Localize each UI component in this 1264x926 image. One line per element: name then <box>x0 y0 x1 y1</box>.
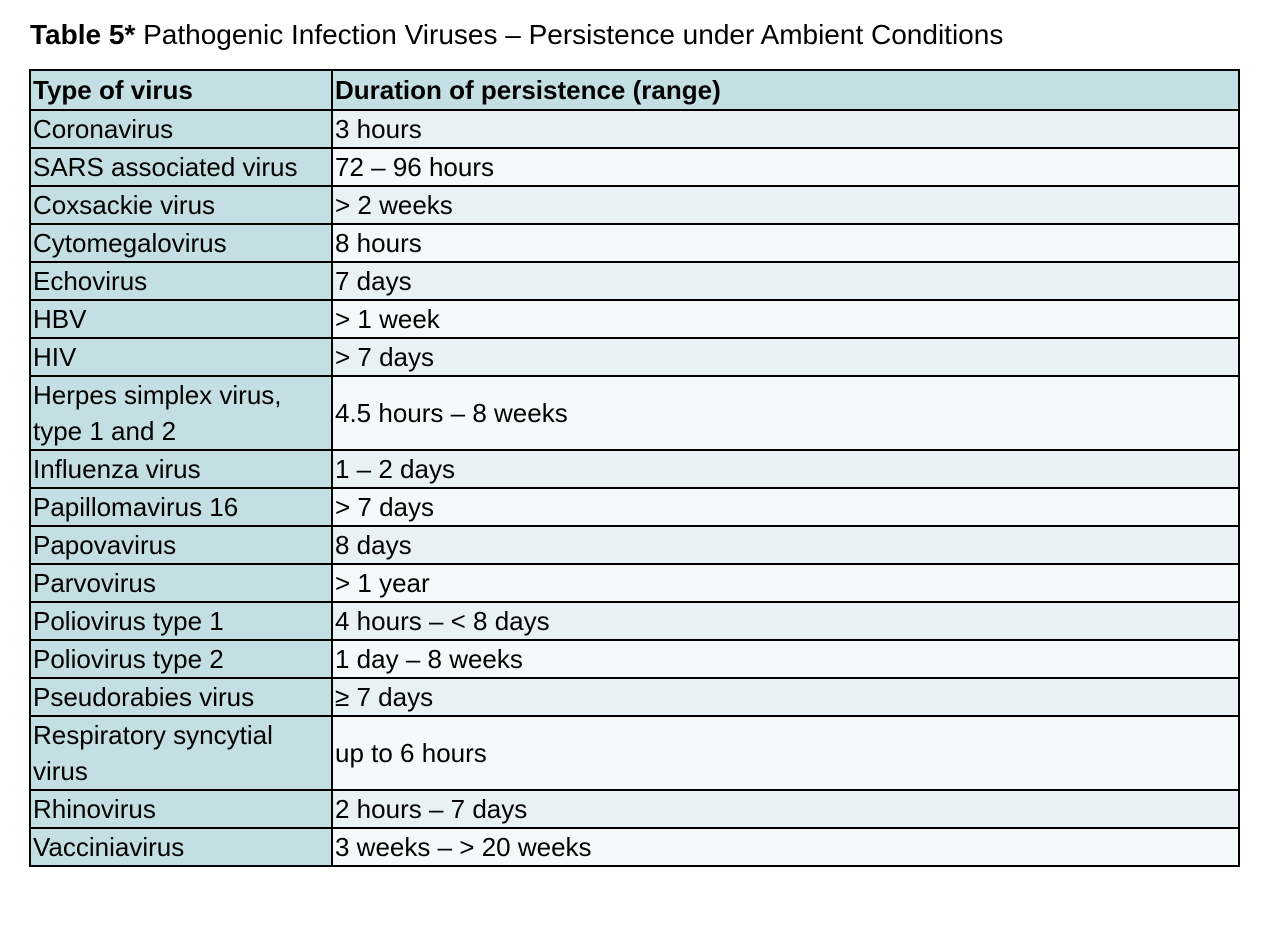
persistence-duration-cell: > 1 week <box>332 300 1239 338</box>
virus-type-cell: Influenza virus <box>30 450 332 488</box>
table-caption <box>30 16 1003 54</box>
virus-type-cell: Echovirus <box>30 262 332 300</box>
persistence-duration-cell: 3 weeks – > 20 weeks <box>332 828 1239 866</box>
persistence-duration-cell: 1 day – 8 weeks <box>332 640 1239 678</box>
table-caption-title: Pathogenic Infection Viruses – Persistence under Ambient Conditions <box>143 19 1004 50</box>
persistence-duration-cell: 8 days <box>332 526 1239 564</box>
virus-persistence-table <box>29 69 1240 867</box>
persistence-duration-cell: > 2 weeks <box>332 186 1239 224</box>
persistence-duration-cell: 72 – 96 hours <box>332 148 1239 186</box>
table-row <box>30 110 1239 148</box>
virus-type-cell: Coronavirus <box>30 110 332 148</box>
table-row <box>30 186 1239 224</box>
table-row <box>30 526 1239 564</box>
persistence-duration-cell: 7 days <box>332 262 1239 300</box>
persistence-duration-cell: 2 hours – 7 days <box>332 790 1239 828</box>
table-row <box>30 148 1239 186</box>
persistence-duration-cell: > 7 days <box>332 488 1239 526</box>
virus-type-cell: Herpes simplex virus, type 1 and 2 <box>30 376 332 450</box>
persistence-duration-cell: up to 6 hours <box>332 716 1239 790</box>
virus-type-cell: HBV <box>30 300 332 338</box>
table-row <box>30 640 1239 678</box>
virus-type-cell: Papillomavirus 16 <box>30 488 332 526</box>
virus-type-cell: Poliovirus type 1 <box>30 602 332 640</box>
table-row <box>30 716 1239 790</box>
virus-type-cell: HIV <box>30 338 332 376</box>
virus-type-cell: Respiratory syncytial virus <box>30 716 332 790</box>
table-row <box>30 450 1239 488</box>
virus-type-cell: Pseudorabies virus <box>30 678 332 716</box>
table-row <box>30 678 1239 716</box>
persistence-duration-cell: 8 hours <box>332 224 1239 262</box>
table-row <box>30 338 1239 376</box>
table-row <box>30 828 1239 866</box>
virus-type-cell: Poliovirus type 2 <box>30 640 332 678</box>
table-body <box>30 110 1239 866</box>
persistence-duration-cell: 1 – 2 days <box>332 450 1239 488</box>
virus-type-cell: Cytomegalovirus <box>30 224 332 262</box>
persistence-duration-cell: > 7 days <box>332 338 1239 376</box>
header-type-of-virus: Type of virus <box>30 70 332 110</box>
virus-type-cell: SARS associated virus <box>30 148 332 186</box>
table-header-row <box>30 70 1239 110</box>
persistence-duration-cell: ≥ 7 days <box>332 678 1239 716</box>
virus-type-cell: Coxsackie virus <box>30 186 332 224</box>
virus-type-cell: Rhinovirus <box>30 790 332 828</box>
virus-type-cell: Parvovirus <box>30 564 332 602</box>
table-row <box>30 488 1239 526</box>
virus-type-cell: Vacciniavirus <box>30 828 332 866</box>
table-row <box>30 790 1239 828</box>
table-row <box>30 262 1239 300</box>
persistence-duration-cell: 4 hours – < 8 days <box>332 602 1239 640</box>
table-row <box>30 602 1239 640</box>
table-row <box>30 300 1239 338</box>
table-caption-label: Table 5* <box>30 19 136 50</box>
table-row <box>30 564 1239 602</box>
table-row <box>30 376 1239 450</box>
header-duration-of-persistence: Duration of persistence (range) <box>332 70 1239 110</box>
virus-type-cell: Papovavirus <box>30 526 332 564</box>
table-row <box>30 224 1239 262</box>
persistence-duration-cell: 3 hours <box>332 110 1239 148</box>
persistence-duration-cell: > 1 year <box>332 564 1239 602</box>
persistence-duration-cell: 4.5 hours – 8 weeks <box>332 376 1239 450</box>
